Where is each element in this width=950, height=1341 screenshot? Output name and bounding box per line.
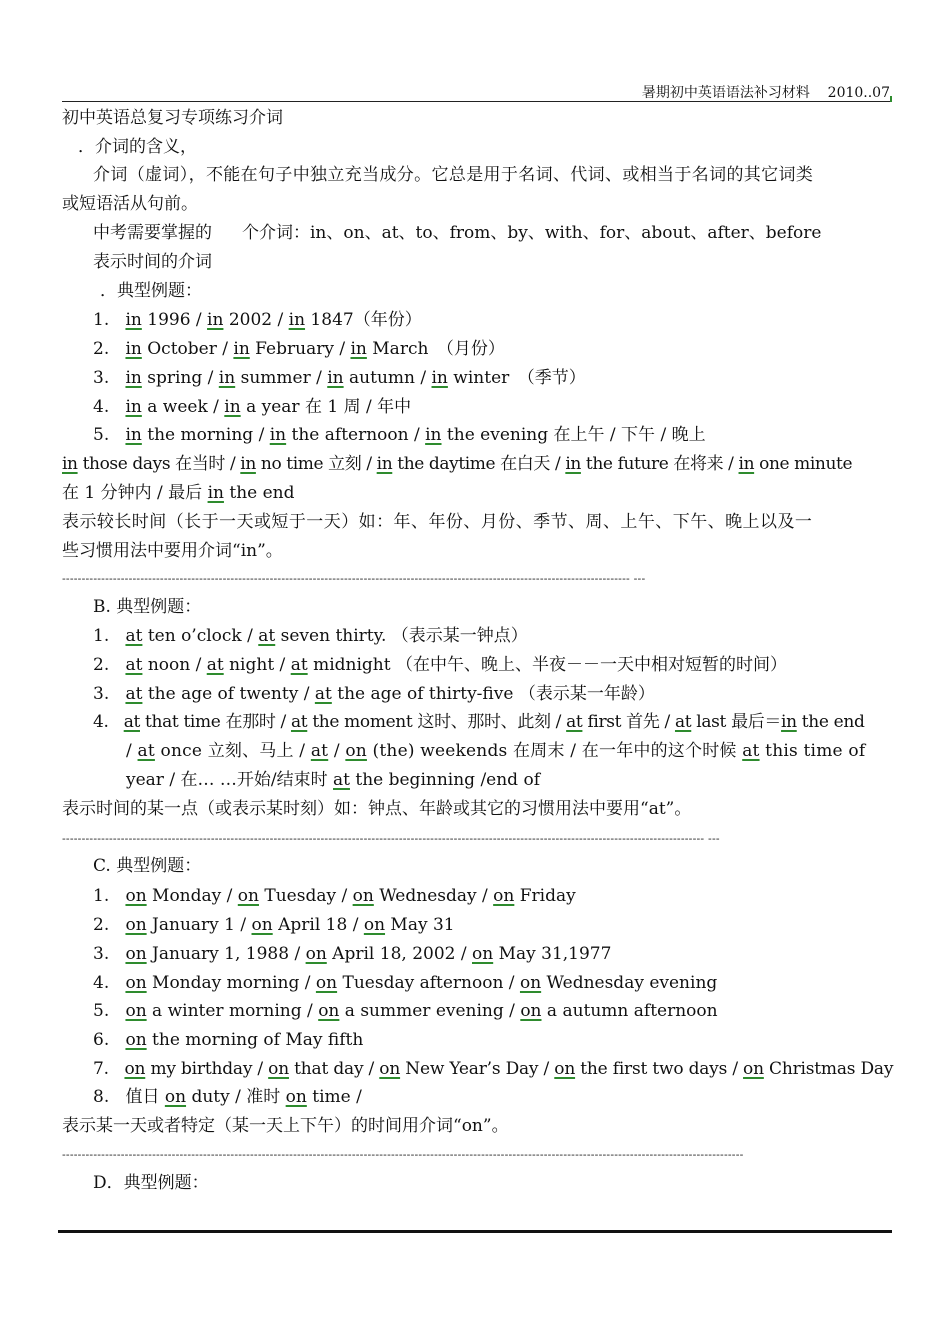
item-text: the age of thirty-five （表示某一年龄）	[331, 684, 655, 704]
preposition: at	[290, 712, 308, 732]
item-text: one minute	[754, 454, 853, 474]
item-text: a week /	[141, 397, 225, 417]
preposition: in	[125, 425, 142, 445]
preposition: in	[781, 712, 797, 732]
item-number: 6.	[93, 1030, 110, 1050]
section-b-item-4-line-3	[126, 769, 540, 791]
item-text: Tuesday afternoon /	[337, 973, 520, 993]
item-text: my birthday /	[145, 1059, 269, 1079]
item-text: the beginning /end of	[349, 770, 540, 790]
preposition: at	[137, 741, 155, 761]
item-text: a summer evening /	[339, 1001, 521, 1021]
item-text: the future 在将来 /	[580, 454, 739, 474]
item-text: the daytime 在白天 /	[392, 454, 566, 474]
item-text: midnight （在中午、晚上、半夜－－一天中相对短暂的时间）	[307, 655, 787, 675]
item-text: October /	[141, 339, 234, 359]
item-text: January 1, 1988 /	[146, 944, 306, 964]
preposition: in	[376, 454, 393, 474]
preposition: on	[363, 915, 386, 935]
item-number: 2.	[93, 339, 110, 359]
preposition: on	[305, 944, 327, 964]
preposition: in	[431, 368, 448, 388]
preposition: at	[125, 684, 143, 704]
preposition: on	[554, 1059, 576, 1079]
item-text: 2002 /	[223, 310, 289, 330]
section-a-item-1	[93, 309, 422, 331]
preposition-list-prefix: 中考需要掌握的	[93, 223, 212, 243]
item-text: ten o’clock /	[142, 626, 259, 646]
preposition: on	[472, 944, 494, 964]
preposition: in	[240, 454, 256, 474]
footer-rule	[58, 1230, 892, 1233]
preposition: in	[62, 454, 78, 474]
preposition: in	[269, 425, 287, 445]
section-a-continuation-1	[62, 453, 852, 475]
item-number: 3.	[93, 944, 110, 964]
item-text: first 首先 /	[582, 712, 675, 732]
item-text: 1996 /	[141, 310, 208, 330]
item-text: no time 立刻 /	[255, 454, 377, 474]
header-date: 2010..07	[827, 85, 890, 101]
item-text: February /	[249, 339, 351, 359]
preposition: at	[258, 626, 276, 646]
preposition: at	[314, 684, 332, 704]
item-text: those days 在当时 /	[77, 454, 241, 474]
preposition: in	[350, 339, 367, 359]
section-a-item-5	[93, 424, 706, 446]
preposition: on	[318, 1001, 340, 1021]
preposition: in	[207, 310, 224, 330]
item-text: the morning /	[141, 425, 270, 445]
item-text: April 18, 2002 /	[326, 944, 472, 964]
item-text: /	[328, 741, 346, 761]
item-text: last 最后＝	[691, 712, 782, 732]
header-title: 暑期初中英语语法补习材料	[641, 85, 810, 101]
section-b-summary: 表示时间的某一点（或表示某时刻）如：钟点、年龄或其它的习惯用法中要用“at”。	[62, 799, 692, 819]
preposition: on	[493, 886, 515, 906]
item-text: the moment 这时、那时、此刻 /	[307, 712, 567, 732]
item-text: /	[126, 741, 138, 761]
preposition: in	[233, 339, 250, 359]
section-a-item-4	[93, 396, 411, 418]
preposition: at	[333, 770, 350, 790]
header-rule	[62, 101, 892, 102]
item-text: a autumn afternoon	[541, 1001, 718, 1021]
preposition: in	[224, 397, 241, 417]
preposition: on	[125, 944, 147, 964]
preposition: in	[288, 310, 306, 330]
item-number: 2.	[93, 655, 110, 675]
item-text: that day /	[288, 1059, 380, 1079]
section-a-heading: ．典型例题：	[100, 281, 202, 301]
intro-definition-line-2: 或短语活从句前。	[62, 194, 198, 214]
preposition: on	[125, 1030, 147, 1050]
preposition: on	[519, 973, 542, 993]
intro-heading: ．介词的含义，	[78, 137, 197, 157]
preposition: on	[237, 886, 259, 906]
preposition: on	[125, 915, 147, 935]
item-text: the end	[796, 712, 865, 732]
preposition: at	[125, 626, 143, 646]
section-c-item-6	[93, 1029, 363, 1051]
item-text: year / 在… …开始/结束时	[126, 770, 333, 790]
section-c-item-5	[93, 1000, 718, 1022]
item-text: a year 在 1 周 / 年中	[240, 397, 412, 417]
item-text: January 1 /	[146, 915, 252, 935]
preposition: on	[352, 886, 374, 906]
section-d-heading: D．典型例题：	[93, 1173, 209, 1193]
preposition: on	[743, 1059, 764, 1079]
item-text: spring /	[141, 368, 219, 388]
item-number: 4.	[93, 712, 109, 732]
preposition: at	[206, 655, 224, 675]
item-text: winter （季节）	[447, 368, 586, 388]
page-header	[0, 82, 890, 102]
item-text: May 31,1977	[493, 944, 612, 964]
item-text: (the) weekends 在周末 / 在一年中的这个时候	[366, 741, 743, 761]
preposition: on	[285, 1087, 307, 1107]
section-a-item-3	[93, 367, 586, 389]
preposition: on	[164, 1087, 187, 1107]
section-c-item-3	[93, 943, 611, 965]
section-b-item-4-line-2	[126, 740, 865, 762]
item-text: Tuesday /	[258, 886, 353, 906]
preposition: on	[268, 1059, 289, 1079]
item-text: the first two days /	[575, 1059, 744, 1079]
item-text: 1847（年份）	[305, 310, 422, 330]
item-number: 1.	[93, 310, 110, 330]
preposition: in	[125, 368, 142, 388]
section-a-continuation-2	[62, 482, 295, 504]
section-c-heading: C. 典型例题：	[93, 856, 202, 876]
preposition: at	[674, 712, 692, 732]
item-text: this time of	[759, 741, 866, 761]
item-text: May 31	[385, 915, 455, 935]
preposition: at	[125, 655, 143, 675]
preposition: in	[218, 368, 236, 388]
preposition: in	[125, 339, 142, 359]
section-b-item-3	[93, 683, 655, 705]
item-number: 4.	[93, 397, 110, 417]
section-b-item-1	[93, 625, 528, 647]
item-text: the end	[223, 483, 295, 503]
item-text: duty / 准时	[186, 1087, 286, 1107]
preposition: on	[520, 1001, 542, 1021]
item-number: 4.	[93, 973, 110, 993]
preposition: at	[290, 655, 308, 675]
preposition: on	[379, 1059, 401, 1079]
item-text: the age of twenty /	[142, 684, 315, 704]
item-text: once 立刻、马上 /	[154, 741, 311, 761]
item-number: 5.	[93, 425, 110, 445]
item-text: Monday morning /	[146, 973, 316, 993]
item-number: 5.	[93, 1001, 110, 1021]
preposition: on	[124, 1059, 146, 1079]
item-text: 在 1 分钟内 / 最后	[62, 483, 208, 503]
preposition: at	[742, 741, 760, 761]
preposition: on	[125, 973, 147, 993]
item-number: 8.	[93, 1087, 110, 1107]
preposition: in	[565, 454, 581, 474]
section-a-divider: ------------------------------------------------------------------------------------------------------------------------------------------------- ---	[62, 572, 646, 585]
section-a-summary-line-2: 些习惯用法中要用介词“in”。	[62, 541, 283, 561]
preposition: in	[425, 425, 442, 445]
item-text: Friday	[514, 886, 576, 906]
preposition: in	[738, 454, 755, 474]
item-number: 3.	[93, 368, 110, 388]
item-text: Wednesday /	[373, 886, 494, 906]
section-c-divider: ------------------------------------------------------------------------------------------------------------------------------------------------------------------------------	[62, 1148, 744, 1161]
item-text: 值日	[125, 1087, 165, 1107]
item-number: 3.	[93, 684, 110, 704]
preposition: on	[345, 741, 367, 761]
preposition: in	[207, 483, 224, 503]
item-number: 1.	[93, 886, 110, 906]
item-text: seven thirty. （表示某一钟点）	[275, 626, 528, 646]
section-b-item-4-line-1	[93, 711, 864, 733]
section-c-item-4	[93, 972, 717, 994]
section-c-summary: 表示某一天或者特定（某一天上下午）的时间用介词“on”。	[62, 1116, 509, 1136]
section-b-item-2	[93, 654, 787, 676]
section-b-divider: -------------------------------------------------------------------------------------------------------------------------------------------------------------------- ---	[62, 832, 720, 845]
section-c-item-2	[93, 914, 455, 936]
item-text: March （月份）	[366, 339, 505, 359]
preposition-list-text: 个介词：in、on、at、to、from、by、with、for、about、after、before	[242, 223, 822, 243]
preposition: on	[251, 915, 273, 935]
item-text: the afternoon /	[286, 425, 426, 445]
section-b-heading: B. 典型例题：	[93, 597, 202, 617]
item-text: Wednesday evening	[541, 973, 718, 993]
preposition: in	[327, 368, 344, 388]
preposition-list-line	[93, 222, 821, 244]
preposition: at	[310, 741, 329, 761]
item-text: time /	[306, 1087, 362, 1107]
section-c-item-7	[93, 1058, 893, 1080]
preposition: at	[123, 712, 140, 732]
preposition: on	[125, 886, 147, 906]
item-number: 1.	[93, 626, 110, 646]
item-text: the morning of May fifth	[146, 1030, 364, 1050]
intro-definition-line-1: 介词（虚词），不能在句子中独立充当成分。它总是用于名词、代词、或相当于名词的其它词类	[93, 165, 814, 185]
document-title: 初中英语总复习专项练习介词	[62, 108, 283, 128]
item-text: autumn /	[343, 368, 432, 388]
preposition: on	[125, 1001, 147, 1021]
item-text: that time 在那时 /	[139, 712, 291, 732]
item-number: 7.	[93, 1059, 109, 1079]
header-rule-mark	[890, 96, 892, 102]
item-text: the evening 在上午 / 下午 / 晚上	[441, 425, 706, 445]
preposition: on	[315, 973, 338, 993]
item-text: New Year’s Day /	[400, 1059, 555, 1079]
preposition: in	[125, 310, 142, 330]
time-prepositions-heading: 表示时间的介词	[93, 252, 212, 272]
item-text: Christmas Day	[763, 1059, 894, 1079]
section-a-summary-line-1: 表示较长时间（长于一天或短于一天）如：年、年份、月份、季节、周、上午、下午、晚上以及一	[62, 512, 813, 532]
item-number: 2.	[93, 915, 110, 935]
item-text: summer /	[235, 368, 328, 388]
item-text: night /	[223, 655, 291, 675]
item-text: noon /	[142, 655, 207, 675]
item-text: a winter morning /	[146, 1001, 319, 1021]
item-text: April 18 /	[272, 915, 364, 935]
preposition: in	[125, 397, 142, 417]
preposition: at	[566, 712, 583, 732]
section-c-item-8	[93, 1086, 362, 1108]
section-c-item-1	[93, 885, 576, 907]
item-text: Monday /	[146, 886, 238, 906]
section-a-item-2	[93, 338, 505, 360]
